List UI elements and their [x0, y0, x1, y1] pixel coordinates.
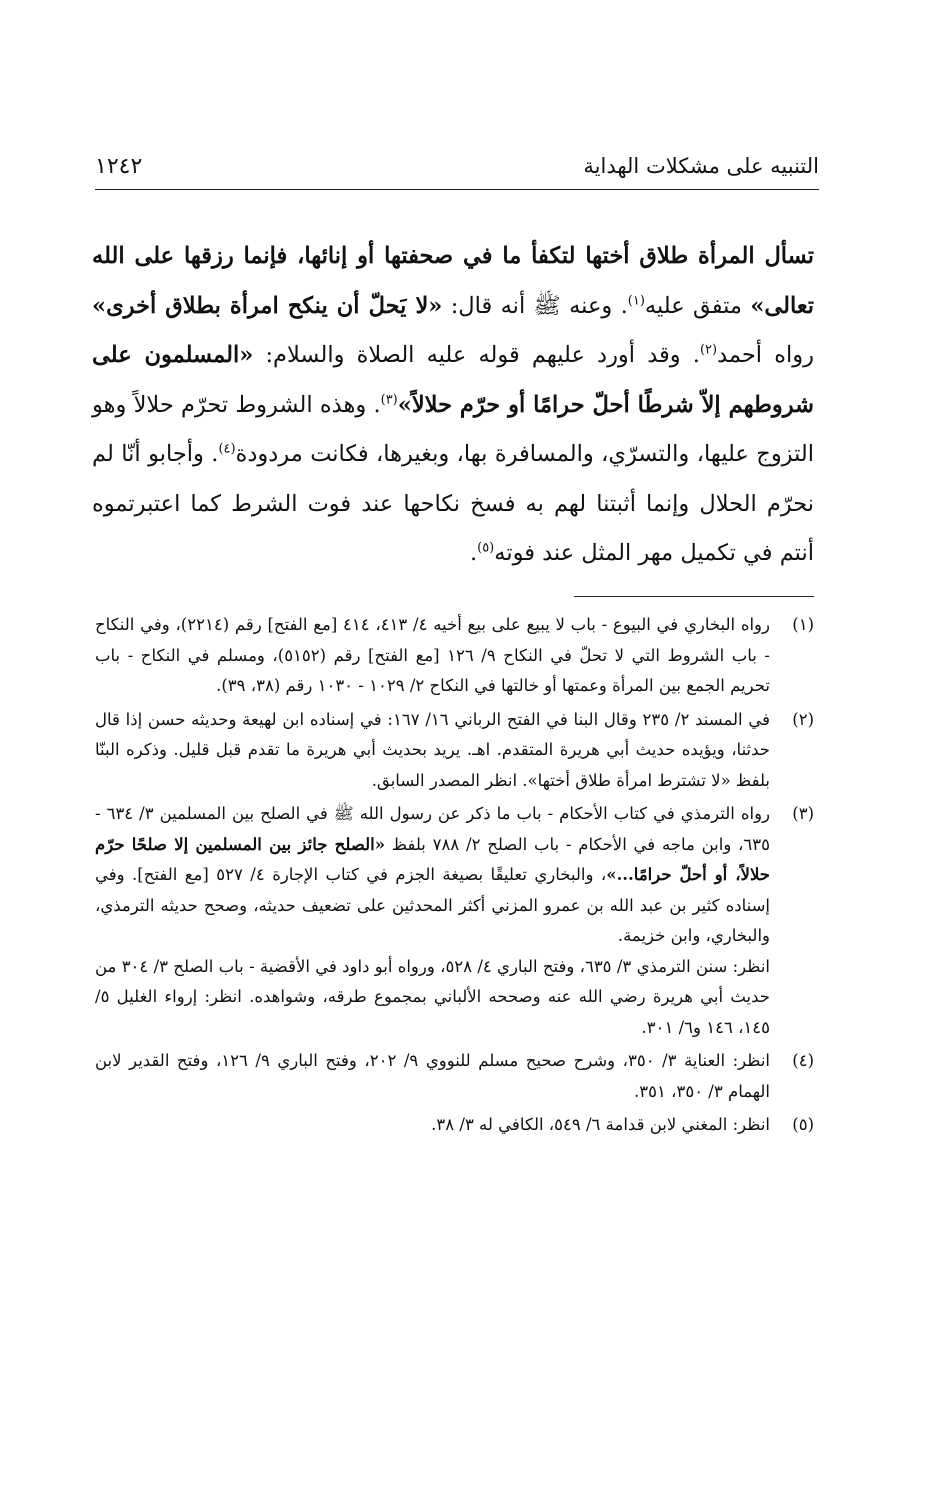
header-rule — [95, 189, 819, 190]
footnote-ref: (٣) — [380, 392, 398, 407]
main-text — [92, 232, 814, 579]
footnote-number: (٥) — [792, 1115, 814, 1134]
footnote-number: (١) — [792, 615, 814, 634]
footnote-ref: (٢) — [699, 342, 718, 358]
footnote-text: في المسند ٢/ ٢٣٥ وقال البنا في الفتح الرباني ١٦/ ١٦٧: في إسناده ابن لهيعة وحديثه حسن إذا قال حدثنا، ويؤيده حديث أبي هريرة المتقدم. اهـ. يريد بحديث أبي هريرة ما تقدم قبل قليل. وذكره البنّا بلفظ «لا تشترط امرأة طلاق أختها». انظر المصدر السابق. — [95, 709, 771, 790]
main-paragraph — [92, 232, 814, 579]
footnote-text — [95, 799, 770, 1043]
footnote-number: (٣) — [792, 804, 814, 823]
text-run: رواه الترمذي في كتاب الأحكام - باب ما ذكر عن رسول الله ﷺ في الصلح بين المسلمين ٣/ ٦٣٤ - ٦٣٥، وابن ماجه في الأحكام - باب الصلح ٢/ ٧٨٨ بلفظ — [95, 804, 771, 854]
text-run: ، والبخاري تعليقًا بصيغة الجزم في كتاب الإجارة ٤/ ٥٢٧ [مع الفتح]. وفي إسناده كثير بن عبد الله بن عمرو المزني أكثر المحدثين على تضعيف حديثه، وصحح حديثه الترمذي، والبخاري، وابن خزيمة. — [95, 865, 770, 945]
hadith-quote: «الصلح جائز بين المسلمين إلا صلحًا حرّم حلالاً، أو أحلّ حرامًا...» — [95, 834, 770, 884]
footnote-number: (٤) — [792, 1051, 814, 1070]
footnote-2 — [95, 705, 814, 797]
text-run: متفق عليه — [644, 292, 751, 319]
text-run: . وقد أورد عليهم قوله عليه الصلاة والسلام: — [253, 342, 700, 368]
text-run: . وعنه ﷺ أنه قال: — [442, 292, 628, 319]
hadith-quote: تسأل المرأة طلاق أختها لتكفأ ما في صحفتها أو إنائها، فإنما رزقها على الله تعالى» — [92, 243, 814, 319]
footnote-text: رواه البخاري في البيوع - باب لا يبيع على بيع أخيه ٤/ ٤١٣، ٤١٤ [مع الفتح] رقم (٢٢١٤)، وفي النكاح - باب الشروط التي لا تحلّ في النكاح ٩/ ١٢٦ [مع الفتح] رقم (٥١٥٢)، ومسلم في النكاح - باب تحريم الجمع بين المرأة وعمتها أو خالتها في النكاح ٢/ ١٠٢٩ - ١٠٣٠ رقم (٣٨، ٣٩). — [95, 615, 770, 695]
text-run: . وأجابو أنّا لم نحرّم الحلال وإنما أثبتنا لهم به فسخ نكاحها عند فوت الشرط كما اعتبرتموه أنتم في تكميل مهر المثل عند فوته — [92, 441, 814, 566]
text-run: . وهذه الشروط تحرّم حلالاً وهو التزوج عليها، والتسرّي، والمسافرة بها، وبغيرها، فكانت مردودة — [92, 391, 814, 467]
book-title: التنبيه على مشكلات الهداية — [583, 154, 819, 178]
text-run: . — [469, 540, 478, 566]
footnotes — [95, 610, 814, 1144]
footnote-paragraph: انظر: سنن الترمذي ٣/ ٦٣٥، وفتح الباري ٤/ ٥٢٨، ورواه أبو داود في الأقضية - باب الصلح ٣/ ٣٠٤ من حديث أبي هريرة رضي الله عنه وصححه الألباني بمجموع طرقه، وشواهده. انظر: إرواء الغليل ٥/ ١٤٥، ١٤٦ و٦/ ٣٠١. — [95, 956, 770, 1037]
footnote-4 — [95, 1046, 814, 1107]
hadith-quote: «المسلمون على شروطهم إلاّ شرطًا أحلّ حرامًا أو حرّم حلالاً» — [92, 342, 814, 418]
footnote-paragraph — [95, 799, 770, 952]
text-run: رواه أحمد — [717, 342, 814, 368]
footnote-5 — [95, 1110, 814, 1141]
footnote-ref: (٥) — [477, 540, 495, 556]
footnote-text: انظر: العناية ٣/ ٣٥٠، وشرح صحيح مسلم للنووي ٩/ ٢٠٢، وفتح الباري ٩/ ١٢٦، وفتح القدير لابن الهمام ٣/ ٣٥٠، ٣٥١. — [95, 1051, 770, 1101]
page-number: ١٢٤٢ — [95, 154, 143, 179]
running-header — [95, 150, 819, 190]
footnote-text: انظر: المغني لابن قدامة ٦/ ٥٤٩، الكافي له ٣/ ٣٨. — [431, 1115, 770, 1134]
footnote-ref: (٤) — [218, 441, 236, 457]
hadith-quote: «لا يَحلّ أن ينكح امرأة بطلاق أخرى» — [92, 292, 443, 319]
footnote-number: (٢) — [792, 709, 814, 729]
footnote-1 — [95, 610, 814, 702]
footnote-ref: (١) — [627, 293, 645, 308]
footnote-3 — [95, 799, 814, 1043]
footnote-separator — [574, 596, 814, 597]
